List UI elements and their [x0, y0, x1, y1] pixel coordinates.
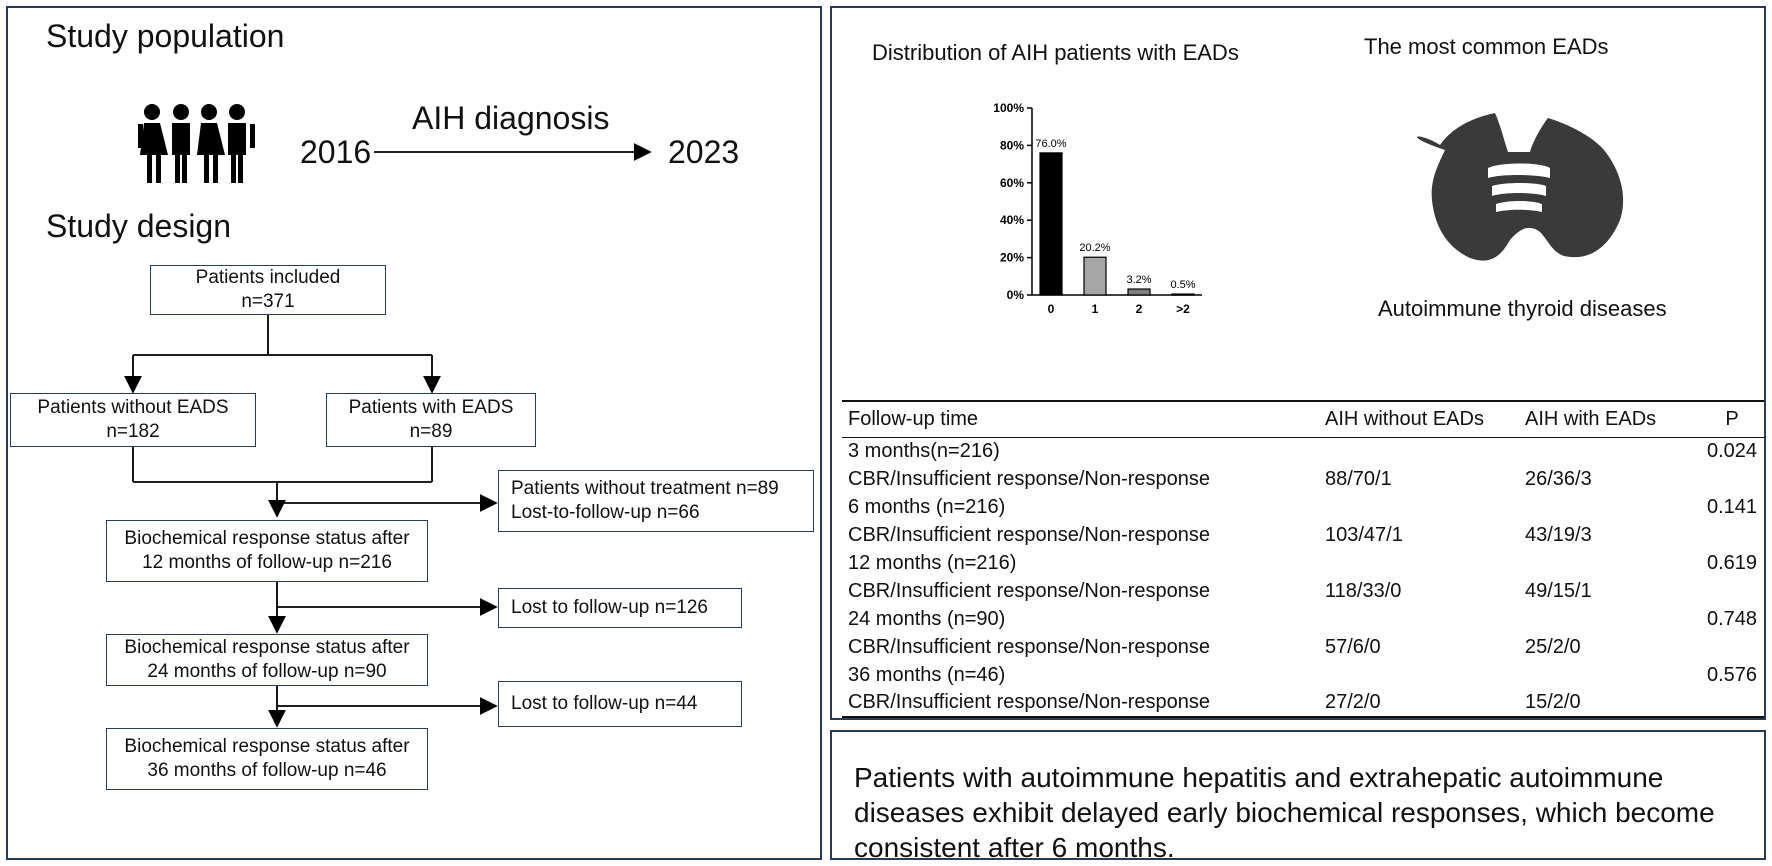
cell-follow-up: 3 months(n=216): [848, 439, 1000, 462]
header-without-eads: AIH without EADs: [1325, 407, 1484, 430]
table-row: [842, 521, 1764, 549]
cell-with-eads: [1519, 549, 1694, 577]
study-population-heading: Study population: [46, 18, 285, 54]
x-tick-label: 0: [1047, 302, 1055, 316]
x-tick-label: 2: [1135, 302, 1143, 316]
status-12-line-2: 12 months of follow-up n=216: [142, 552, 392, 573]
cell-follow-up: 6 months (n=216): [848, 495, 1006, 518]
y-tick-label: 100%: [993, 101, 1024, 115]
y-tick-label: 40%: [999, 213, 1024, 228]
y-tick-label: 0%: [1006, 288, 1024, 302]
status-36-line-2: 36 months of follow-up n=46: [147, 760, 387, 781]
table-row: [842, 465, 1764, 493]
with-eads-count: n=89: [409, 421, 453, 442]
cell-without-eads: [1319, 661, 1519, 689]
summary-panel: [830, 730, 1766, 863]
table-row: [842, 689, 1764, 717]
y-tick-label: 20%: [999, 250, 1024, 265]
table-row: [842, 661, 1764, 689]
chart-title: Distribution of AIH patients with EADs: [872, 40, 1239, 65]
cell-without-eads: 88/70/1: [1325, 467, 1392, 490]
study-design-heading: Study design: [46, 208, 232, 244]
without-eads-box: [10, 393, 256, 447]
cell-p: 0.748: [1706, 607, 1758, 630]
cell-with-eads: [1519, 605, 1694, 633]
excluded-lost-follow-up: Lost-to-follow-up n=66: [511, 502, 700, 523]
thyroid-caption: Autoimmune thyroid diseases: [1378, 296, 1667, 321]
status-36-box: [106, 728, 428, 790]
header-follow-up: Follow-up time: [848, 407, 979, 430]
status-12-line-1: Biochemical response status after: [124, 528, 410, 549]
cell-without-eads: [1319, 493, 1519, 521]
cell-with-eads: [1519, 661, 1694, 689]
cell-follow-up: CBR/Insufficient response/Non-response: [848, 523, 1211, 546]
excluded-box-1: [498, 470, 814, 532]
header-with-eads: AIH with EADs: [1525, 407, 1657, 430]
status-36-line-1: Biochemical response status after: [124, 736, 410, 757]
status-24-line-1: Biochemical response status after: [124, 637, 410, 658]
cell-p: [1694, 465, 1764, 493]
cell-follow-up: 24 months (n=90): [848, 607, 1006, 630]
cell-with-eads: 43/19/3: [1525, 523, 1592, 546]
excluded-lost-44: Lost to follow-up n=44: [511, 693, 698, 714]
patients-included-label: Patients included: [195, 267, 341, 288]
status-12-box: [106, 520, 428, 582]
cell-follow-up: CBR/Insufficient response/Non-response: [848, 579, 1211, 602]
table-header-row: [842, 401, 1764, 437]
cell-with-eads: 26/36/3: [1525, 467, 1592, 490]
cell-with-eads: 25/2/0: [1525, 635, 1581, 658]
cell-follow-up: CBR/Insufficient response/Non-response: [848, 635, 1211, 658]
table-row: [842, 493, 1764, 521]
bar-value-label: 0.5%: [1170, 279, 1196, 292]
table-row: [842, 633, 1764, 661]
timeline-label: AIH diagnosis: [412, 100, 610, 136]
follow-up-table: [842, 400, 1764, 718]
status-24-line-2: 24 months of follow-up n=90: [147, 661, 387, 682]
cell-p: [1694, 521, 1764, 549]
cell-p: 0.141: [1706, 495, 1758, 518]
table-row: [842, 549, 1764, 577]
bar-value-label: 20.2%: [1079, 242, 1111, 255]
excluded-no-treatment: Patients without treatment n=89: [511, 478, 779, 499]
with-eads-label: Patients with EADS: [348, 397, 514, 418]
x-tick-label: >2: [1176, 302, 1190, 316]
cell-follow-up: CBR/Insufficient response/Non-response: [848, 467, 1211, 490]
bar-value-label: 3.2%: [1126, 274, 1152, 287]
cell-with-eads: 49/15/1: [1525, 579, 1592, 602]
y-tick-label: 60%: [999, 175, 1024, 190]
timeline-start: 2016: [300, 134, 372, 170]
cell-p: [1694, 689, 1764, 717]
patients-included-count: n=371: [241, 291, 295, 312]
cell-with-eads: [1519, 493, 1694, 521]
status-24-box: [106, 634, 428, 686]
table-row: [842, 605, 1764, 633]
summary-text: Patients with autoimmune hepatitis and extrahepatic autoimmune diseases exhibit delayed early biochemical responses, which become consistent after 6 months.: [854, 762, 1715, 863]
without-eads-label: Patients without EADS: [37, 397, 229, 418]
timeline-end: 2023: [668, 134, 740, 170]
y-tick-label: 80%: [999, 138, 1024, 153]
common-eads-title: The most common EADs: [1364, 34, 1609, 59]
table-row: [842, 577, 1764, 605]
cell-without-eads: 57/6/0: [1325, 635, 1381, 658]
cell-follow-up: 12 months (n=216): [848, 551, 1017, 574]
cell-without-eads: 27/2/0: [1325, 691, 1381, 713]
cell-p: 0.619: [1706, 551, 1758, 574]
cell-p: [1694, 633, 1764, 661]
x-tick-label: 1: [1091, 302, 1099, 316]
cell-with-eads: [1519, 437, 1694, 465]
cell-follow-up: CBR/Insufficient response/Non-response: [848, 691, 1211, 713]
cell-p: 0.024: [1706, 439, 1758, 462]
patients-included-box: [150, 265, 386, 315]
header-p: P: [1725, 407, 1739, 430]
table-row: [842, 437, 1764, 465]
cell-without-eads: [1319, 437, 1519, 465]
cell-p: [1694, 577, 1764, 605]
cell-p: 0.576: [1706, 663, 1758, 686]
without-eads-count: n=182: [106, 421, 160, 442]
excluded-box-3: [498, 681, 742, 727]
cell-with-eads: 15/2/0: [1525, 691, 1581, 713]
excluded-box-2: [498, 588, 742, 628]
with-eads-box: [326, 393, 536, 447]
bar-value-label: 76.0%: [1035, 137, 1067, 150]
cell-follow-up: 36 months (n=46): [848, 663, 1006, 686]
cell-without-eads: 103/47/1: [1325, 523, 1403, 546]
cell-without-eads: [1319, 549, 1519, 577]
cell-without-eads: 118/33/0: [1325, 579, 1402, 602]
excluded-lost-126: Lost to follow-up n=126: [511, 597, 708, 618]
cell-without-eads: [1319, 605, 1519, 633]
